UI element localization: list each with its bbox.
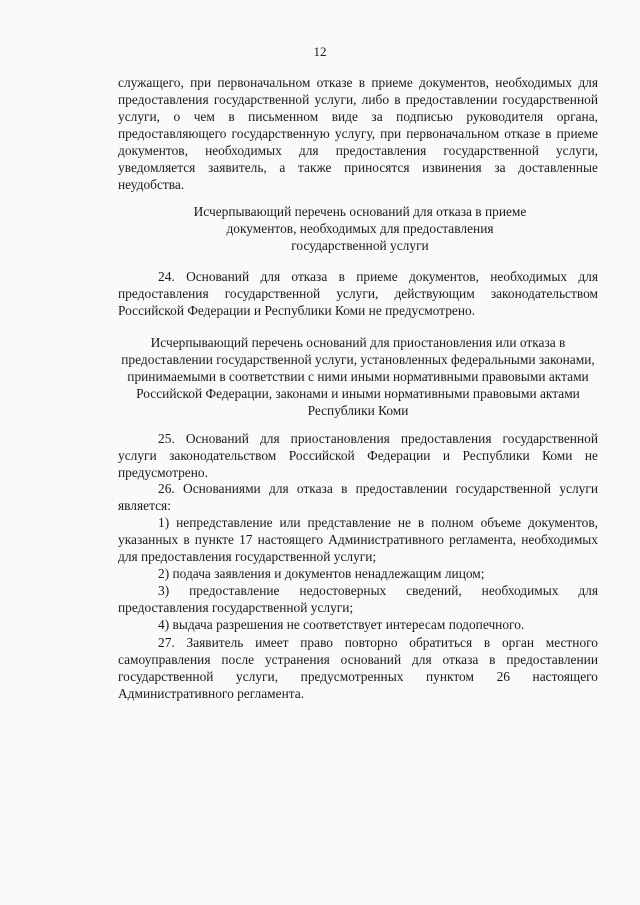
paragraph-26-item-3: 3) предоставление недостоверных сведений, необходимых для предоставления государственной услуги; xyxy=(118,583,598,615)
paragraph-27: 27. Заявитель имеет право повторно обратиться в орган местного самоуправления после устранения оснований для отказа в предоставлении государственной услуги, предусмотренных пунктом 26 настоящего Административного регламента. xyxy=(118,635,598,701)
paragraph-intro: служащего, при первоначальном отказе в приеме документов, необходимых для предоставления государственной услуги, либо в предоставлении государственной услуги, о чем в письменном виде за подписью руководителя органа, предоставляющего государственную услугу, при первоначальном отказе в приеме документов, необходимых для предоставления государственной услуги, уведомляется заявитель, а также приносятся извинения за доставленные неудобства. xyxy=(118,75,598,192)
page-number: 12 xyxy=(313,44,327,59)
paragraph-26: 26. Основаниями для отказа в предоставлении государственной услуги является: xyxy=(118,481,598,513)
paragraph-26-item-4: 4) выдача разрешения не соответствует интересам подопечного. xyxy=(158,617,525,632)
section-heading-suspension-refusal: Исчерпывающий перечень оснований для приостановления или отказа в предоставлении государственной услуги, установленных федеральными законами, принимаемыми в соответствии с ними иными нормативными правовыми актами Российской Федерации, законами и иными нормативными правовыми актами Республики Коми xyxy=(121,335,595,418)
paragraph-25: 25. Оснований для приостановления предоставления государственной услуги законодательством Российской Федерации и Республики Коми не предусмотрено. xyxy=(118,431,598,480)
section-heading-refusal-acceptance: Исчерпывающий перечень оснований для отказа в приеме документов, необходимых для предоставления государственной услуги xyxy=(193,204,527,253)
paragraph-26-item-2: 2) подача заявления и документов ненадлежащим лицом; xyxy=(158,566,485,581)
paragraph-26-item-1: 1) непредставление или представление не в полном объеме документов, указанных в пункте 17 настоящего Административного регламента, необходимых для предоставления государственной услуги; xyxy=(118,515,598,564)
paragraph-24: 24. Оснований для отказа в приеме документов, необходимых для предоставления государственной услуги, действующим законодательством Российской Федерации и Республики Коми не предусмотрено. xyxy=(118,269,598,318)
